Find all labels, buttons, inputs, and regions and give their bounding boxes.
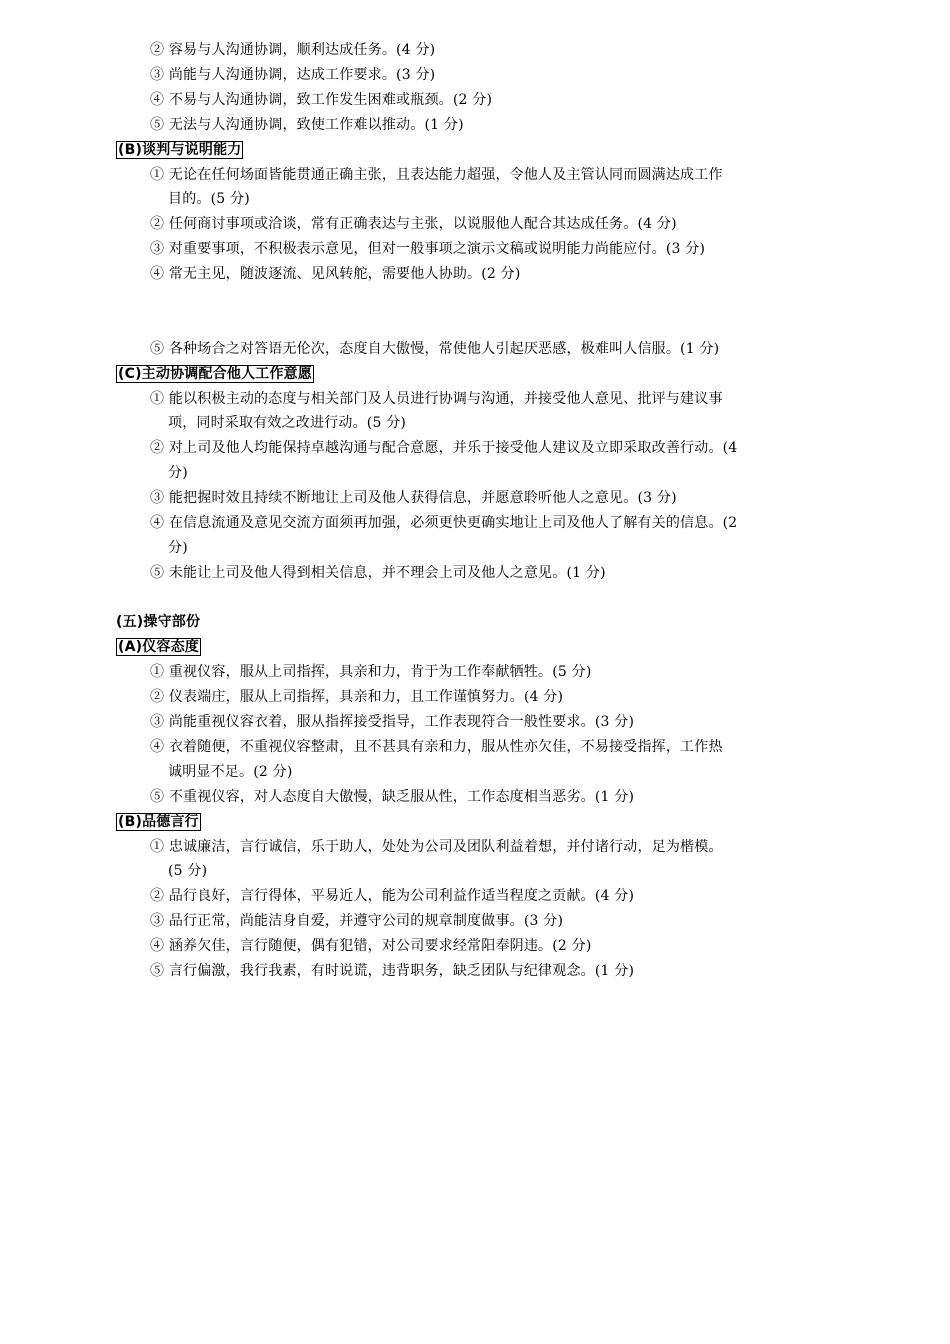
- list-item-continuation: 诚明显不足。(2 分): [168, 764, 293, 780]
- list-item: ① 无论在任何场面皆能贯通正确主张，且表达能力超强，令他人及主管认同而圆满达成工作: [150, 167, 723, 183]
- list-item: ⑤ 未能让上司及他人得到相关信息，并不理会上司及他人之意见。(1 分): [150, 565, 606, 581]
- list-item: ② 任何商讨事项或洽谈，常有正确表达与主张，以说服他人配合其达成任务。(4 分): [150, 216, 677, 232]
- section-heading: [116, 638, 201, 656]
- section-heading: [116, 141, 243, 159]
- list-item: ④ 在信息流通及意见交流方面须再加强，必须更快更确实地让上司及他人了解有关的信息。(2: [150, 515, 738, 531]
- list-item: ④ 衣着随便，不重视仪容整肃，且不甚具有亲和力，服从性亦欠佳，不易接受指挥，工作热: [150, 739, 723, 755]
- list-item: ⑤ 言行偏激，我行我素，有时说谎，违背职务，缺乏团队与纪律观念。(1 分): [150, 963, 635, 979]
- list-item: ④ 常无主见，随波逐流、见风转舵，需要他人协助。(2 分): [150, 266, 521, 282]
- section-heading: [116, 813, 201, 831]
- list-item: ① 能以积极主动的态度与相关部门及人员进行协调与沟通，并接受他人意见、批评与建议事: [150, 391, 723, 407]
- list-item: ③ 对重要事项，不积极表示意见，但对一般事项之演示文稿或说明能力尚能应付。(3 分): [150, 241, 706, 257]
- list-item: ③ 品行正常，尚能洁身自爱，并遵守公司的规章制度做事。(3 分): [150, 913, 564, 929]
- list-item-continuation: 目的。(5 分): [168, 191, 250, 207]
- list-item-continuation: (5 分): [168, 863, 208, 879]
- list-item: ⑤ 各种场合之对答语无伦次，态度自大傲慢，常使他人引起厌恶感，极难叫人信服。(1 分): [150, 341, 720, 357]
- list-item-continuation: 项，同时采取有效之改进行动。(5 分): [168, 415, 407, 431]
- list-item: ⑤ 不重视仪容，对人态度自大傲慢，缺乏服从性，工作态度相当恶劣。(1 分): [150, 789, 635, 805]
- part-title: (五)操守部份: [116, 614, 201, 630]
- section-title: (B)谈判与说明能力: [118, 142, 242, 158]
- section-title: (C)主动协调配合他人工作意愿: [118, 366, 313, 382]
- section-title: (A)仪容态度: [118, 639, 200, 655]
- section-heading: [116, 365, 314, 383]
- list-item: ② 对上司及他人均能保持卓越沟通与配合意愿，并乐于接受他人建议及立即采取改善行动。(4: [150, 440, 738, 456]
- list-item: ① 重视仪容，服从上司指挥，具亲和力，肯于为工作奉献牺牲。(5 分): [150, 664, 592, 680]
- list-item: ④ 涵养欠佳，言行随便，偶有犯错，对公司要求经常阳奉阴违。(2 分): [150, 938, 592, 954]
- list-item-continuation: 分): [168, 465, 188, 481]
- list-item: ③ 尚能与人沟通协调，达成工作要求。(3 分): [150, 67, 436, 83]
- list-item: ④ 不易与人沟通协调，致工作发生困难或瓶颈。(2 分): [150, 92, 493, 108]
- list-item-continuation: 分): [168, 540, 188, 556]
- list-item: ③ 能把握时效且持续不断地让上司及他人获得信息，并愿意聆听他人之意见。(3 分): [150, 490, 677, 506]
- section-title: (B)品德言行: [118, 814, 199, 830]
- list-item: ⑤ 无法与人沟通协调，致使工作难以推动。(1 分): [150, 117, 464, 133]
- list-item: ③ 尚能重视仪容衣着，服从指挥接受指导，工作表现符合一般性要求。(3 分): [150, 714, 635, 730]
- list-item: ② 品行良好，言行得体，平易近人，能为公司利益作适当程度之贡献。(4 分): [150, 888, 635, 904]
- list-item: ② 容易与人沟通协调，顺利达成任务。(4 分): [150, 42, 436, 58]
- list-item: ② 仪表端庄，服从上司指挥，具亲和力，且工作谨慎努力。(4 分): [150, 689, 564, 705]
- list-item: ① 忠诚廉洁，言行诚信，乐于助人，处处为公司及团队利益着想，并付诸行动，足为楷模。: [150, 839, 723, 855]
